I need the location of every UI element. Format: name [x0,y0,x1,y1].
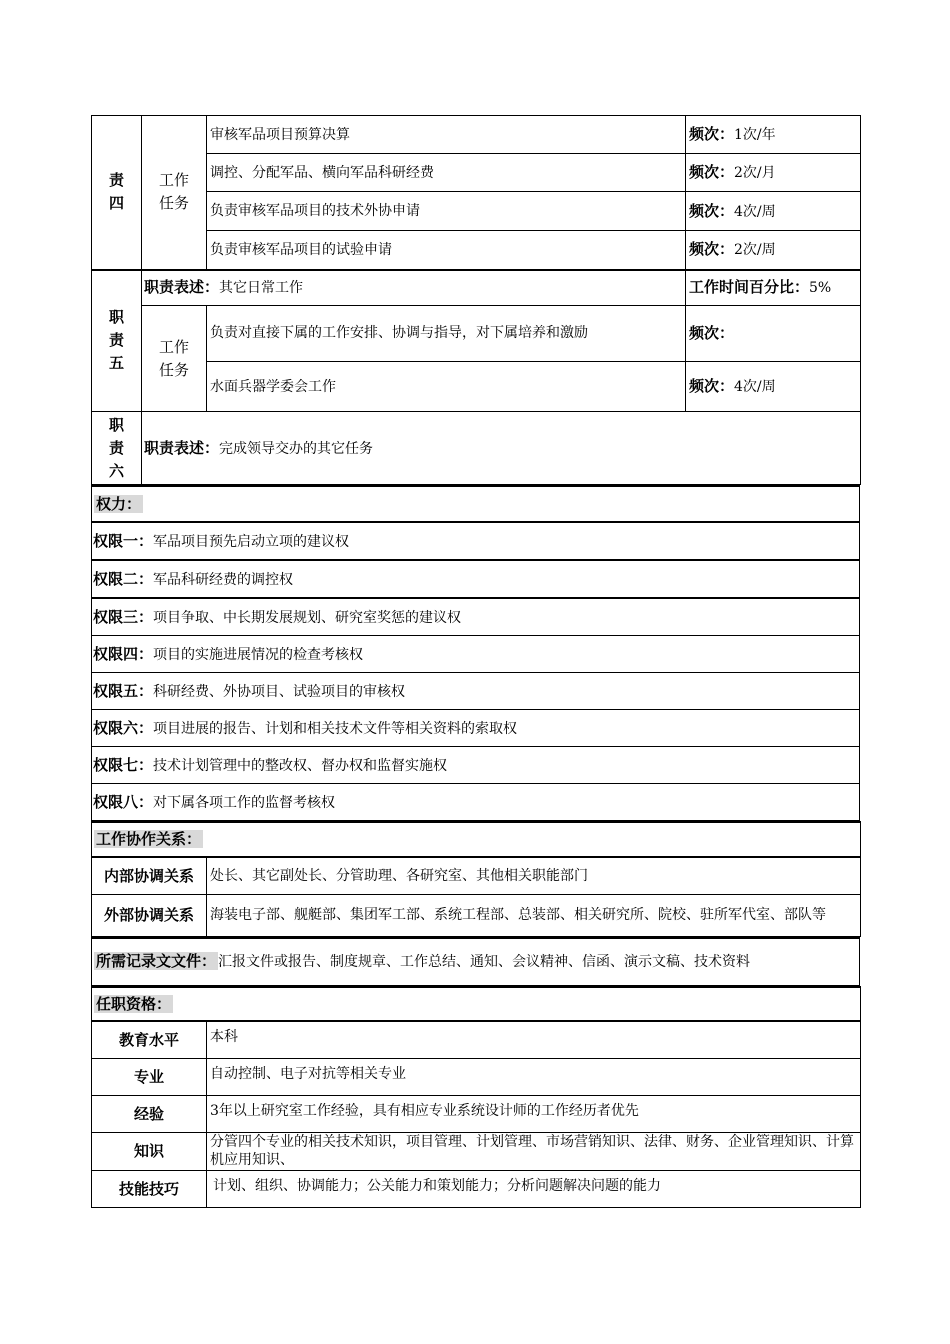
qualifications-table [91,986,861,1208]
power-title: 权力： [92,486,860,522]
internal-relations: 处长、其它副处长、分管助理、各研究室、其他相关职能部门 [207,857,861,894]
qual-major-label: 专业 [92,1058,207,1095]
records-row: 所需记录文文件： 汇报文件或报告、制度规章、工作总结、通知、会议精神、信函、演示文稿、技术资料 [92,938,860,986]
power-item-5: 权限五：科研经费、外协项目、试验项目的审核权 [92,673,860,710]
duty5-task-2: 水面兵器学委会工作 [207,362,686,412]
qual-knowledge-label: 知识 [92,1132,207,1170]
qual-education: 本科 [207,1021,861,1058]
duty4-label: 责 四 [92,116,142,270]
duties-table [91,115,861,485]
qual-experience-label: 经验 [92,1095,207,1132]
duty4-task-label: 工作 任务 [142,116,207,270]
power-item-8: 权限八：对下属各项工作的监督考核权 [92,784,860,821]
qual-major: 自动控制、电子对抗等相关专业 [207,1058,861,1095]
duty4-task-4: 负责审核军品项目的试验申请 [207,231,686,270]
qual-skills: 计划、组织、协调能力；公关能力和策划能力；分析问题解决问题的能力 [207,1170,861,1207]
duty4-freq-2: 频次：2次/月 [686,154,861,192]
records-table [91,937,860,987]
duty6-description: 职责表述：完成领导交办的其它任务 [142,412,861,485]
external-relations: 海装电子部、舰艇部、集团军工部、系统工程部、总装部、相关研究所、院校、驻所军代室、部队等 [207,894,861,936]
duty4-freq-4: 频次：2次/周 [686,231,861,270]
power-item-3: 权限三：项目争取、中长期发展规划、研究室奖惩的建议权 [92,598,860,636]
duty5-task-1: 负责对直接下属的工作安排、协调与指导，对下属培养和激励 [207,306,686,362]
qual-experience: 3年以上研究室工作经验，具有相应专业系统设计师的工作经历者优先 [207,1095,861,1132]
duty5-freq-1: 频次： [686,306,861,362]
duty5-task-label: 工作 任务 [142,306,207,412]
qual-education-label: 教育水平 [92,1021,207,1058]
qual-knowledge: 分管四个专业的相关技术知识，项目管理、计划管理、市场营销知识、法律、财务、企业管理知识、计算机应用知识、 [207,1132,861,1170]
duty4-task-3: 负责审核军品项目的技术外协申请 [207,192,686,231]
power-item-7: 权限七：技术计划管理中的整改权、督办权和监督实施权 [92,747,860,784]
power-item-4: 权限四：项目的实施进展情况的检查考核权 [92,636,860,673]
duty5-description: 职责表述：其它日常工作 [142,270,686,306]
duty4-freq-3: 频次：4次/周 [686,192,861,231]
relations-title: 工作协作关系： [92,822,861,857]
duty5-freq-2: 频次：4次/周 [686,362,861,412]
duty4-task-1: 审核军品项目预算决算 [207,116,686,154]
power-item-6: 权限六：项目进展的报告、计划和相关技术文件等相关资料的索取权 [92,710,860,747]
qual-skills-label: 技能技巧 [92,1170,207,1207]
external-relations-label: 外部协调关系 [92,894,207,936]
duty5-label: 职 责 五 [92,270,142,412]
power-table [91,485,860,821]
duty5-time-percent: 工作时间百分比：5% [686,270,861,306]
qualifications-title: 任职资格： [92,987,861,1021]
power-item-2: 权限二：军品科研经费的调控权 [92,560,860,598]
internal-relations-label: 内部协调关系 [92,857,207,894]
power-item-1: 权限一：军品项目预先启动立项的建议权 [92,522,860,560]
duty4-task-2: 调控、分配军品、横向军品科研经费 [207,154,686,192]
duty6-label: 职 责 六 [92,412,142,485]
duty4-freq-1: 频次：1次/年 [686,116,861,154]
relations-table [91,821,861,937]
job-description-table [91,115,860,1208]
